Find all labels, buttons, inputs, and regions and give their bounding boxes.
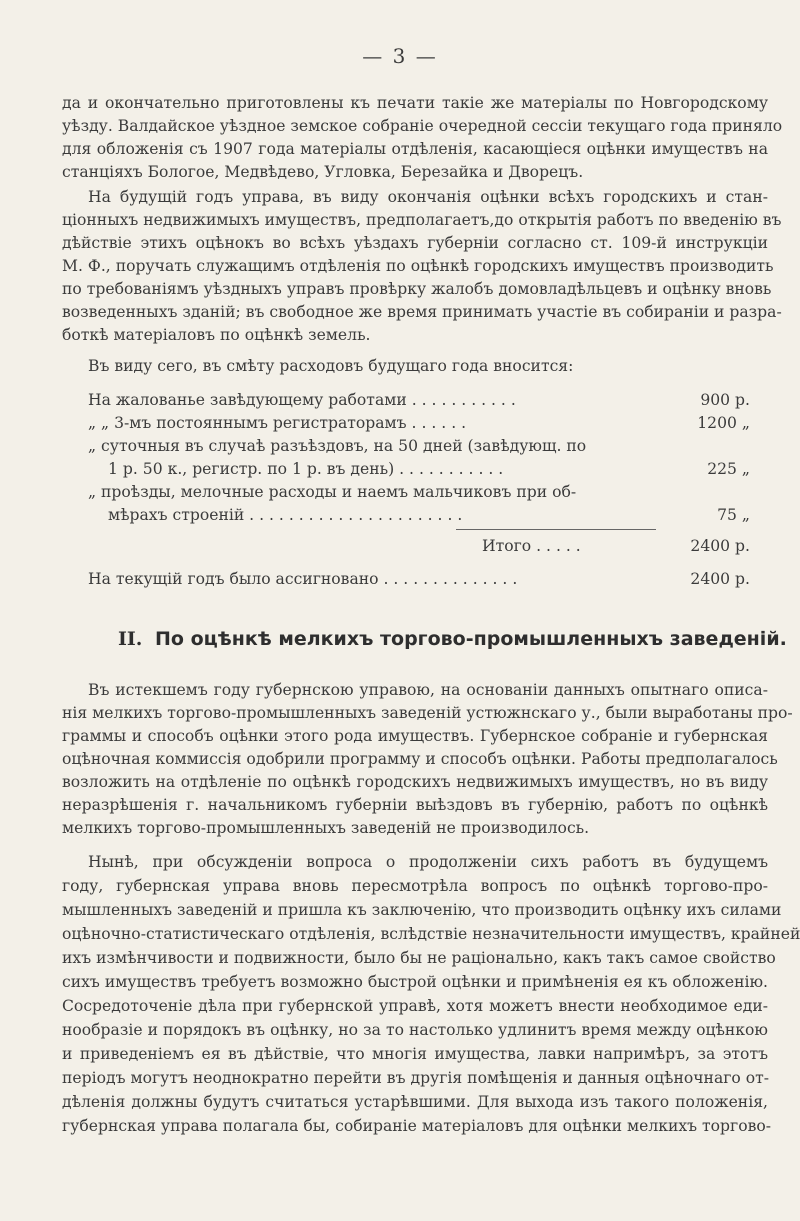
text-line: станціяхъ Бологое, Медвѣдево, Угловка, Березайка и Дворецъ. [62, 163, 584, 181]
text-line: да и окончательно приготовлены къ печати такіе же матеріалы по Новгородскому [62, 94, 768, 112]
text-line: М. Ф., поручать служащимъ отдѣленія по оцѣнкѣ городскихъ имуществъ производить [62, 257, 774, 275]
text-line: нообразіе и порядокъ въ оцѣнку, но за то настолько удлинитъ время между оцѣнкою [62, 1021, 768, 1039]
total-label: Итого . . . . . [482, 537, 581, 555]
text-line: нія мелкихъ торгово-промышленныхъ заведеній устюжнскаго у., были выработаны про- [62, 704, 793, 722]
text-line: дѣленія должны будутъ считаться устарѣвшими. Для выхода изъ такого положенія, [62, 1093, 768, 1111]
text-line: періодъ могутъ неоднократно перейти въ другія помѣщенія и данныя оцѣночнаго от- [62, 1069, 770, 1087]
expense-amount: 900 р. [700, 391, 750, 409]
total-amount: 2400 р. [690, 537, 750, 555]
text-line: возложить на отдѣленіе по оцѣнкѣ городскихъ недвижимыхъ имуществъ, но въ виду [62, 773, 768, 791]
total-rule [456, 529, 656, 530]
estimate-intro: Въ виду сего, въ смѣту расходовъ будущаго года вносится: [88, 357, 574, 375]
text-line: сихъ имуществъ требуетъ возможно быстрой оцѣнки и примѣненія ея къ обложенію. [62, 973, 768, 991]
text-line: На будущій годъ управа, въ виду окончанія оцѣнки всѣхъ городскихъ и стан- [88, 188, 768, 206]
page-number: — 3 — [362, 44, 438, 68]
section-title: По оцѣнкѣ мелкихъ торгово-промышленныхъ заведеній. [155, 628, 787, 650]
text-line: Нынѣ, при обсужденіи вопроса о продолженіи сихъ работъ въ будущемъ [88, 853, 768, 871]
expense-line: „ проѣзды, мелочные расходы и наемъ мальчиковъ при об- [88, 483, 577, 501]
expense-line: мѣрахъ строеній . . . . . . . . . . . . . . . . . . . . . . [108, 506, 463, 524]
assigned-amount: 2400 р. [690, 570, 750, 588]
text-line: уѣзду. Валдайское уѣздное земское собраніе очередной сессіи текущаго года приняло [62, 117, 783, 135]
expense-amount: 1200 „ [697, 414, 750, 432]
text-line: году, губернская управа вновь пересмотрѣла вопросъ по оцѣнкѣ торгово-про- [62, 877, 768, 895]
text-line: Сосредоточеніе дѣла при губернской управѣ, хотя можетъ внести необходимое еди- [62, 997, 768, 1015]
text-line: и приведеніемъ ея въ дѣйствіе, что многія имущества, лавки напримѣръ, за этотъ [62, 1045, 768, 1063]
section-heading [118, 628, 787, 650]
text-line: для обложенія съ 1907 года матеріалы отдѣленія, касающіеся оцѣнки имуществъ на [62, 140, 768, 158]
assigned-line: На текущій годъ было ассигновано . . . . . . . . . . . . . . [88, 570, 518, 588]
text-line: возведенныхъ зданій; въ свободное же время принимать участіе въ собираніи и разра- [62, 303, 782, 321]
expense-line: На жалованье завѣдующему работами . . . . . . . . . . . [88, 391, 516, 409]
text-line: мышленныхъ заведеній и пришла къ заключенію, что производить оцѣнку ихъ силами [62, 901, 782, 919]
text-line: мелкихъ торгово-промышленныхъ заведеній не производилось. [62, 819, 590, 837]
expense-amount: 225 „ [707, 460, 750, 478]
text-line: оцѣночно-статистическаго отдѣленія, вслѣдствіе незначительности имуществъ, крайней [62, 925, 800, 943]
expense-amount: 75 „ [717, 506, 750, 524]
text-line: граммы и способъ оцѣнки этого рода имуществъ. Губернское собраніе и губернская [62, 727, 768, 745]
expense-line: „ суточныя въ случаѣ разъѣздовъ, на 50 дней (завѣдующ. по [88, 437, 587, 455]
text-line: ціонныхъ недвижимыхъ имуществъ, предполагаетъ,до открытія работъ по введенію въ [62, 211, 782, 229]
text-line: оцѣночная коммиссія одобрили программу и способъ оцѣнки. Работы предполагалось [62, 750, 778, 768]
text-line: губернская управа полагала бы, собираніе матеріаловъ для оцѣнки мелкихъ торгово- [62, 1117, 772, 1135]
text-line: ихъ измѣнчивости и подвижности, было бы не раціонально, какъ такъ самое свойство [62, 949, 776, 967]
text-line: Въ истекшемъ году губернскою управою, на основаніи данныхъ опытнаго описа- [88, 681, 768, 699]
text-line: боткѣ матеріаловъ по оцѣнкѣ земель. [62, 326, 371, 344]
expense-line: 1 р. 50 к., регистр. по 1 р. въ день) . . . . . . . . . . . [108, 460, 504, 478]
expense-line: „ „ 3-мъ постояннымъ регистраторамъ . . . . . . [88, 414, 467, 432]
section-number: II. [118, 628, 143, 650]
text-line: дѣйствіе этихъ оцѣнокъ во всѣхъ уѣздахъ губерніи согласно ст. 109-й инструкціи [62, 234, 768, 252]
text-line: по требованіямъ уѣздныхъ управъ провѣрку жалобъ домовладѣльцевъ и оцѣнку вновь [62, 280, 772, 298]
text-line: неразрѣшенія г. начальникомъ губерніи выѣздовъ въ губернію, работъ по оцѣнкѣ [62, 796, 768, 814]
